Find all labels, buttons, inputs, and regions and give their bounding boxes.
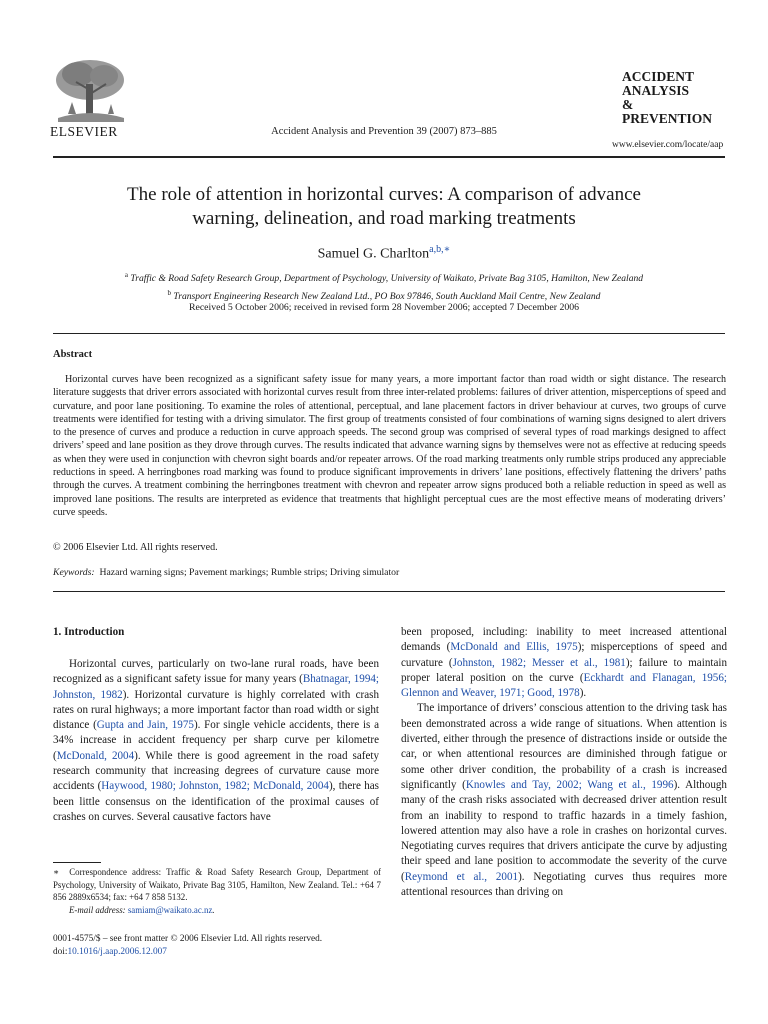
header-rule [53, 156, 725, 158]
body-text: The importance of drivers’ conscious attention to the driving task has been demonstrated across a wide range of situations. When attention is diverted, either through the presence of distractions inside or outside the car, or when attentional resources are diminished through fatigue or some other driver condition, the probability of a crash is increased significantly ( [401, 702, 727, 791]
author-affiliation-marks[interactable]: a,b,∗ [429, 244, 451, 255]
paragraph [53, 657, 379, 825]
affiliation-mark: a [124, 271, 129, 279]
footnote [53, 866, 381, 916]
body-text: ); misperceptions of speed and curvature ( [401, 641, 727, 669]
affiliation-b: $^b$ Transport Engineering Research New Zealand Ltd., PO Box 97846, South Auckland Mail Centre, New Zealand [167, 289, 601, 303]
body-text: ). Horizontal curvature is highly correlated with crash rates on rural highways; a more important factor than road width or sight distance ( [53, 688, 379, 732]
citation-link[interactable]: Reymond et al., 2001 [404, 870, 519, 883]
body-text: been proposed, including: inability to meet increased attentional demands ( [401, 626, 727, 654]
journal-url-link[interactable]: www.elsevier.com/locate/aap [612, 140, 724, 150]
keywords-label: Keywords: [53, 567, 95, 578]
elsevier-tree-logo [50, 56, 130, 126]
journal-name-line: & [622, 97, 634, 112]
citation-link[interactable]: Knowles and Tay, 2002; Wang et al., 1996 [465, 778, 674, 791]
title-line: warning, delineation, and road marking treatments [192, 208, 576, 229]
doi-link[interactable]: 10.1016/j.aap.2006.12.007 [67, 947, 167, 957]
author-name: Samuel G. Charlton [317, 246, 430, 262]
body-text: ); failure to maintain proper lateral position on the curve ( [401, 656, 727, 684]
abstract-text: Horizontal curves have been recognized as a significant safety issue for many years, a more important factor than road width or sight distance. The research literature suggests that driver errors associated with horizontal curves result from three inter-related problems: failures of driver attention, misperceptions of speed and curvature, and poor lane positioning. To examine the roles of attentional, perceptual, and lane placement factors in driver behaviour at curves, two groups of curve treatments were identified for testing with a driving simulator. The first group of treatments consisted of four combinations of warning signs designed to alert drivers to the presence of curves and produce a reduction in curve approach speeds. The second group was comprised of several types of road markings designed to affect drivers’ speed and lane position as they drove through curves. The results indicated that advance warning signs by themselves were not as effective at reducing speeds as when they were used in conjunction with chevron sight boards and/or repeater arrows. Of the road marking treatments only rumble strips produced any appreciable reductions in speed. A herringbones road marking was found to produce significant improvements in drivers’ lane positions, effectively flattening the drivers’ paths through the curves. A treatment combining the herringbones treatment with chevron and repeater arrow signs produced both a reliable reduction in speed as well as improved lane positions. The results are interpreted as evidence that treatments that highlight perceptual cues are the most effective means of moderating drivers’ curve speeds. [53, 374, 726, 518]
email-link[interactable]: samiam@waikato.ac.nz [127, 904, 213, 915]
journal-name-line: PREVENTION [622, 111, 713, 126]
citation-link[interactable]: Eckhardt and Flanagan, 1956; Glennon and Weaver, 1971; Good, 1978 [401, 671, 727, 700]
affiliations [0, 268, 768, 304]
footnote-rule [53, 862, 101, 863]
abstract-heading: Abstract [53, 349, 93, 360]
author [0, 244, 768, 263]
body-text: ). For single vehicle accidents, there is a 34% increase in accident frequency per sharp curve per kilometre ( [53, 719, 379, 762]
journal-citation: Accident Analysis and Prevention 39 (2007) 873–885 [271, 126, 497, 137]
article-title [0, 183, 768, 231]
citation-link[interactable]: Johnston, 1982; Messer et al., 1981 [452, 656, 626, 669]
body-text: Horizontal curves, particularly on two-lane rural roads, have been recognized as a significant safety issue for many years ( [53, 658, 379, 686]
paragraph [401, 701, 727, 900]
footnote-text: ∗ Correspondence address: Traffic & Road Safety Research Group, Department of Psychology, University of Waikato, Private Bag 3105, Hamilton, New Zealand. Tel.: +64 7 856 2889x6534; fax: +64 7 858 5132. [53, 867, 381, 902]
body-text: ). [579, 687, 587, 700]
body-text: ). Although many of the crash risks associated with decreased driver attention result from an inability to respond to traffic hazards in a timely fashion, lowered attention may also have a role in crashes on horizontal curves. Negotiating curves requires that drivers anticipate the curve by adjusting their speed and lane position to accommodate the severity of the curve ( [401, 778, 727, 883]
publisher-name: ELSEVIER [50, 124, 118, 139]
doi-line: doi:10.1016/j.aap.2006.12.007 [53, 947, 167, 957]
citation-link[interactable]: McDonald and Ellis, 1975 [450, 641, 578, 654]
citation-link[interactable]: Haywood, 1980; Johnston, 1982; McDonald, 2004 [101, 780, 329, 793]
journal-name [622, 70, 712, 126]
citation-link[interactable]: Bhatnagar, 1994; Johnston, 1982 [53, 673, 379, 701]
keywords-text: Hazard warning signs; Pavement markings; Rumble strips; Driving simulator [99, 567, 400, 578]
divider [53, 333, 725, 334]
citation-link[interactable]: McDonald, 2004 [56, 749, 135, 762]
page-footer [53, 933, 322, 959]
affiliation-mark: b [167, 289, 171, 298]
footnote-mark: ∗ [53, 867, 60, 877]
body-text: ). Negotiating curves thus requires more attentional resources than driving on [401, 870, 727, 899]
footnote-email: E-mail address: samiam@waikato.ac.nz. [69, 904, 215, 915]
section-heading-introduction: 1. Introduction [53, 626, 125, 638]
keywords [53, 567, 399, 578]
body-text: ). While there is good agreement in the road safety research community that increasing degrees of curvature cause more accidents ( [53, 749, 380, 793]
affiliation-a: $^a$ Traffic & Road Safety Research Group, Department of Psychology, University of Waikato, Private Bag 3105, Hamilton, New Zealand [124, 271, 644, 285]
abstract-copyright: © 2006 Elsevier Ltd. All rights reserved. [53, 542, 218, 553]
body-column-left [53, 657, 379, 825]
citation-link[interactable]: Gupta and Jain, 1975 [96, 719, 194, 732]
journal-name-line: ANALYSIS [622, 83, 690, 98]
title-line: The role of attention in horizontal curves: A comparison of advance [127, 184, 641, 205]
body-text: ), there has been little consensus on the identification of the proximal causes of crashes on curves. Several causative factors have [53, 780, 379, 823]
paragraph [401, 625, 727, 701]
journal-name-line: ACCIDENT [622, 69, 695, 84]
body-column-right [401, 625, 727, 900]
divider [53, 591, 725, 592]
received-dates: Received 5 October 2006; received in revised form 28 November 2006; accepted 7 December 2006 [188, 302, 580, 313]
front-matter-line: 0001-4575/$ – see front matter © 2006 Elsevier Ltd. All rights reserved. [53, 934, 323, 944]
